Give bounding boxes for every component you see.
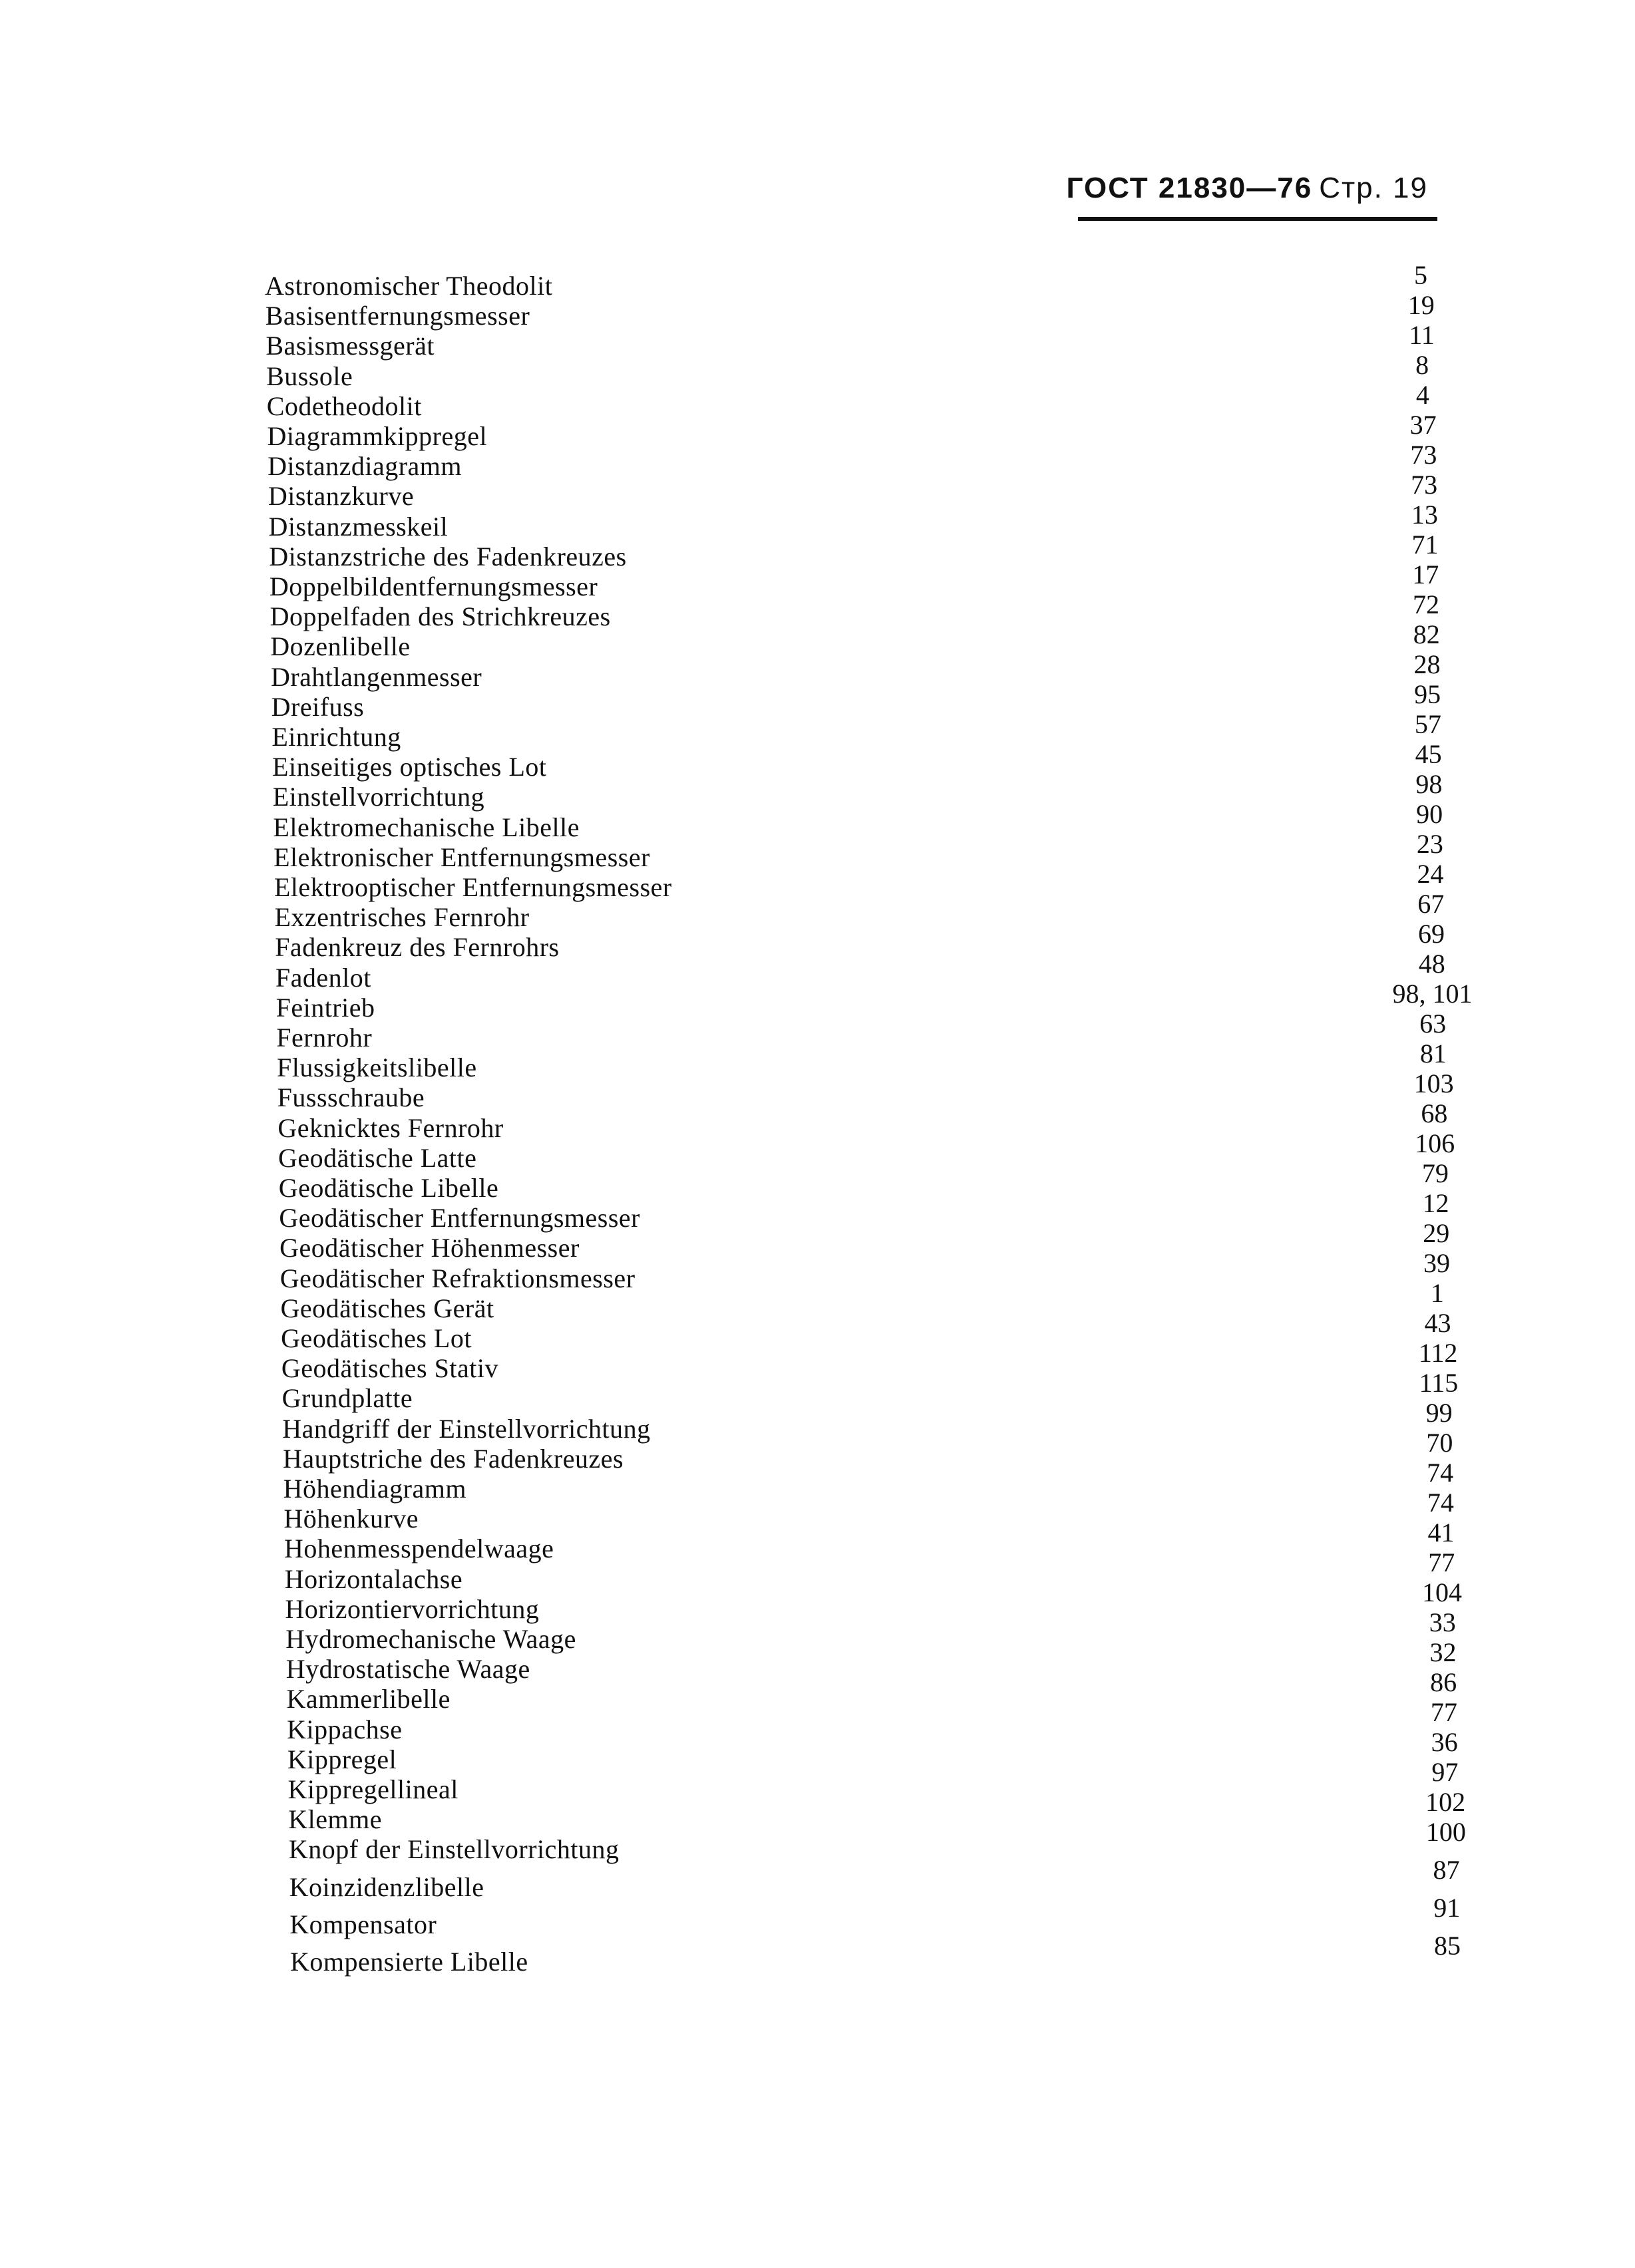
- index-page-number: 57: [1414, 709, 1441, 739]
- index-page-number: 32: [1429, 1637, 1457, 1667]
- index-page-number: 68: [1421, 1098, 1448, 1128]
- index-page-number: 82: [1413, 619, 1440, 649]
- index-term: Doppelbildentfernungsmesser: [269, 571, 598, 601]
- index-term: Elektromechanische Libelle: [273, 812, 580, 842]
- index-term: Codetheodolit: [266, 391, 422, 421]
- index-page-number: 98: [1415, 769, 1443, 799]
- index-page-number: 33: [1429, 1607, 1456, 1637]
- index-page-number: 23: [1416, 829, 1443, 859]
- index-page-number: 95: [1414, 679, 1441, 709]
- index-page-number: 12: [1422, 1188, 1449, 1218]
- index-page-number: 73: [1410, 440, 1437, 470]
- index-page-number: 102: [1425, 1787, 1466, 1817]
- index-page-number: 77: [1428, 1547, 1455, 1577]
- index-page-number: 115: [1419, 1368, 1459, 1398]
- index-term: Fernrohr: [276, 1023, 373, 1053]
- index-page-number: 36: [1431, 1727, 1458, 1757]
- index-page-number: 43: [1424, 1308, 1451, 1338]
- index-term: Knopf der Einstellvorrichtung: [288, 1834, 620, 1865]
- index-term: Distanzdiagramm: [268, 451, 462, 482]
- index-term: Einrichtung: [272, 722, 401, 752]
- index-page-number: 87: [1433, 1855, 1460, 1885]
- index-page-number: 106: [1415, 1128, 1455, 1158]
- index-term: Feintrieb: [275, 992, 375, 1023]
- index-page-number: 41: [1427, 1518, 1455, 1547]
- index-page-number: 19: [1407, 290, 1435, 320]
- index-term: Flussigkeitslibelle: [276, 1053, 477, 1083]
- index-page-number: 37: [1409, 410, 1437, 440]
- index-page-number: 70: [1426, 1428, 1453, 1458]
- index-term: Horizontalachse: [284, 1563, 463, 1594]
- index-term: Geknicktes Fernrohr: [277, 1112, 504, 1143]
- index-term: Klemme: [288, 1804, 382, 1835]
- index-page-number: 48: [1418, 949, 1445, 979]
- index-page-number: 100: [1425, 1817, 1466, 1847]
- index-page-number: 81: [1419, 1039, 1447, 1068]
- index-page-number: 74: [1427, 1488, 1454, 1518]
- index-term: Elektrooptischer Entfernungsmesser: [273, 872, 672, 902]
- index-page-number: 67: [1417, 889, 1445, 919]
- index-term: Kompensierte Libelle: [290, 1947, 528, 1977]
- index-term: Geodätisches Lot: [281, 1323, 472, 1353]
- index-term: Exzentrisches Fernrohr: [274, 902, 530, 933]
- index-term: Geodätische Latte: [278, 1142, 477, 1173]
- index-page-number: 99: [1425, 1398, 1453, 1428]
- index-term: Fadenkreuz des Fernrohrs: [275, 932, 560, 963]
- index-page-number: 45: [1415, 739, 1442, 769]
- index-term: Einseitiges optisches Lot: [272, 752, 547, 782]
- index-term: Koinzidenzlibelle: [289, 1871, 484, 1902]
- index-page-number: 8: [1415, 350, 1429, 380]
- standard-number: ГОСТ 21830—76: [1066, 172, 1313, 204]
- index-page-number: 98, 101: [1392, 979, 1473, 1009]
- index-term: Höhenkurve: [283, 1504, 419, 1534]
- index-page-number: 77: [1430, 1697, 1457, 1727]
- index-page-number: 79: [1421, 1158, 1449, 1188]
- index-term: Kammerlibelle: [286, 1684, 451, 1714]
- index-term: Einstellvorrichtung: [272, 782, 485, 812]
- index-term: Elektronischer Entfernungsmesser: [273, 842, 650, 872]
- index-term: Geodätischer Höhenmesser: [279, 1233, 580, 1263]
- index-page-number: 17: [1412, 560, 1439, 589]
- index-term: Basisentfernungsmesser: [265, 301, 530, 331]
- index-term: Dozenlibelle: [270, 631, 411, 662]
- index-term: Geodätische Libelle: [278, 1173, 499, 1203]
- index-term: Grundplatte: [281, 1383, 413, 1414]
- index-term: Kippregel: [287, 1744, 397, 1774]
- index-term: Hydromechanische Waage: [285, 1624, 576, 1654]
- index-term: Hydrostatische Waage: [285, 1654, 530, 1685]
- index-page-number: 73: [1411, 470, 1438, 500]
- index-term: Dreifuss: [271, 691, 365, 722]
- index-page-number: 39: [1423, 1248, 1450, 1278]
- index-term: Astronomischer Theodolit: [265, 271, 553, 301]
- index-page-number: 1: [1430, 1278, 1444, 1308]
- index-page-number: 85: [1434, 1931, 1461, 1961]
- index-page-number: 86: [1430, 1667, 1457, 1697]
- index-page-number: 63: [1419, 1009, 1447, 1039]
- index-page-number: 104: [1422, 1577, 1462, 1607]
- index-term: Drahtlangenmesser: [270, 661, 482, 692]
- page-number: Стр. 19: [1319, 172, 1428, 204]
- index-page-number: 11: [1409, 320, 1435, 350]
- index-page-number: 112: [1418, 1338, 1458, 1368]
- index-term: Fussschraube: [277, 1082, 425, 1113]
- index-term: Bussole: [266, 361, 353, 391]
- index-term: Basismessgerät: [266, 331, 435, 361]
- index-page-number: 24: [1417, 859, 1444, 889]
- index-term: Distanzmesskeil: [268, 511, 449, 542]
- index-page-number: 4: [1415, 380, 1429, 410]
- index-page-number: 13: [1411, 500, 1438, 530]
- index-term: Distanzstriche des Fadenkreuzes: [269, 541, 627, 571]
- index-term: Doppelfaden des Strichkreuzes: [270, 601, 611, 632]
- index-term: Handgriff der Einstellvorrichtung: [282, 1413, 651, 1444]
- index-page-number: 69: [1418, 919, 1445, 949]
- index-page-number: 97: [1431, 1757, 1459, 1787]
- index-page-number: 103: [1413, 1068, 1454, 1098]
- index-page-number: 90: [1416, 799, 1443, 829]
- index-page-number: 91: [1433, 1893, 1461, 1923]
- index-page-number: 5: [1414, 260, 1427, 290]
- index-page-number: 71: [1411, 530, 1439, 560]
- index-page-number: 29: [1423, 1218, 1450, 1248]
- index-page-number: 72: [1413, 589, 1439, 619]
- index-page-number: 74: [1427, 1458, 1454, 1488]
- index-term: Kompensator: [289, 1909, 437, 1939]
- index-term: Geodätisches Stativ: [281, 1353, 498, 1384]
- index-term: Hohenmesspendelwaage: [284, 1534, 554, 1564]
- index-page-number: 28: [1413, 649, 1441, 679]
- index-term: Höhendiagramm: [283, 1474, 466, 1504]
- index-term: Hauptstriche des Fadenkreuzes: [282, 1443, 624, 1474]
- index-term: Geodätisches Gerät: [280, 1293, 494, 1323]
- index-term: Kippachse: [287, 1714, 403, 1744]
- index-term: Kippregellineal: [287, 1774, 458, 1804]
- index-term: Distanzkurve: [268, 481, 415, 512]
- index-term: Diagrammkippregel: [267, 421, 488, 451]
- index-term: Geodätischer Entfernungsmesser: [279, 1203, 641, 1233]
- index-term: Fadenlot: [275, 962, 371, 993]
- index-term: Horizontiervorrichtung: [285, 1593, 540, 1624]
- index-term: Geodätischer Refraktionsmesser: [279, 1263, 636, 1293]
